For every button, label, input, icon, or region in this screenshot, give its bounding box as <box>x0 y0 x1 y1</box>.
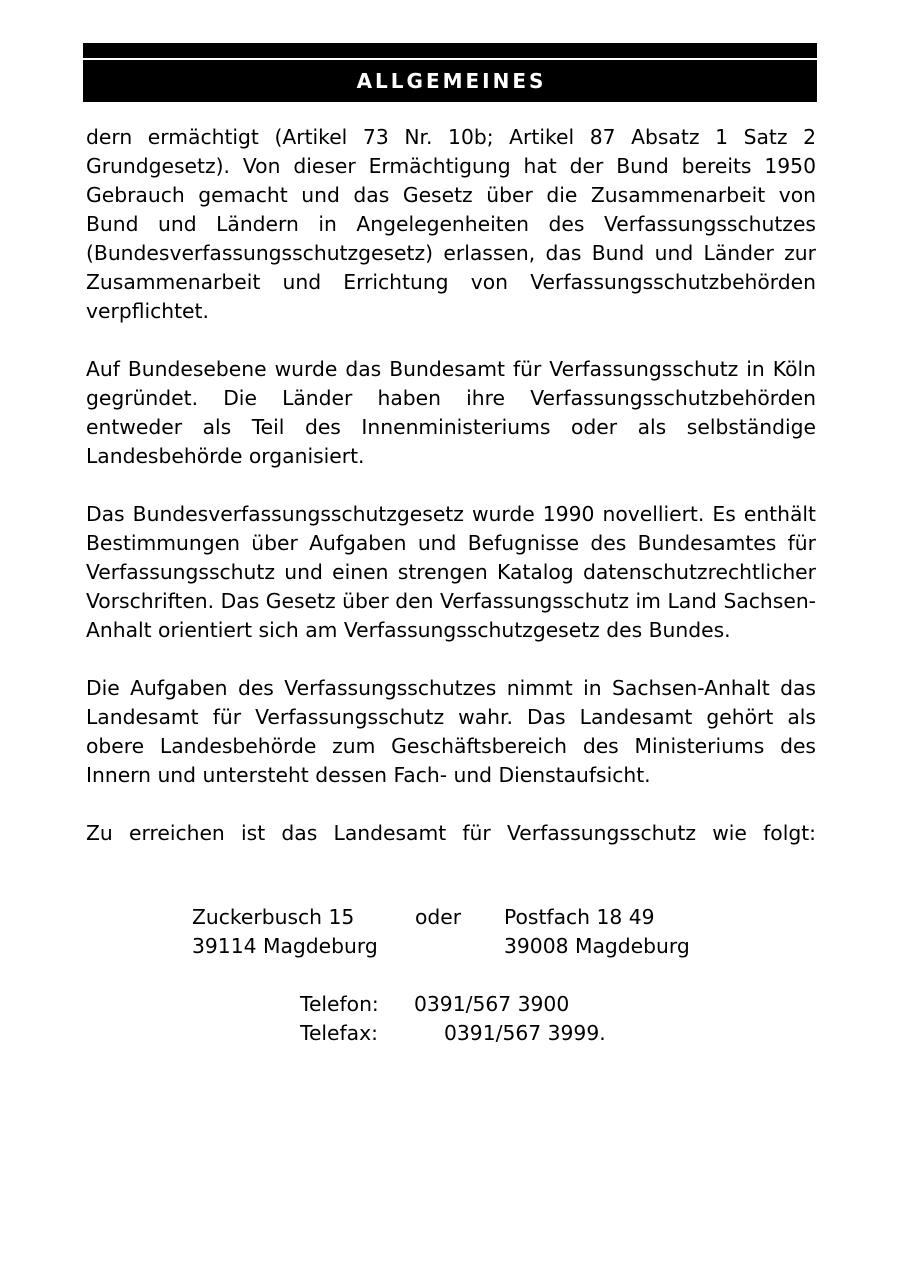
fax-label: Telefax: <box>300 1021 378 1045</box>
postbox-address: Postfach 18 49 <box>504 905 655 929</box>
body-text <box>86 123 816 877</box>
section-title: ALLGEMEINES <box>356 69 547 93</box>
address-spacer <box>415 932 504 961</box>
address-connector: oder <box>415 905 462 929</box>
fax-number: 0391/567 3999. <box>444 1021 606 1045</box>
paragraph-1: dern ermächtigt (Artikel 73 Nr. 10b; Artikel 87 Absatz 1 Satz 2 Grundgesetz). Von dieser Ermächtigung hat der Bund bereits 1950 Gebrauch gemacht und das Gesetz über die Zusammenarbeit von Bund und Ländern in Angelegenheiten des Verfassungsschutzes (Bundesverfassungsschutzgesetz) erlassen, das Bund und Länder zur Zusammenarbeit und Errichtung von Verfassungsschutzbehörden verpflichtet. <box>86 125 816 323</box>
postbox-city: 39008 Magdeburg <box>504 934 690 958</box>
phone-label: Telefon: <box>300 992 379 1016</box>
address-row-1 <box>192 903 724 932</box>
section-header <box>83 60 817 102</box>
fax-row <box>300 1019 606 1048</box>
phone-number: 0391/567 3900 <box>414 992 570 1016</box>
address-block <box>192 903 724 961</box>
paragraph-5: Zu erreichen ist das Landesamt für Verfassungsschutz wie folgt: <box>86 821 816 845</box>
phone-row <box>300 990 606 1019</box>
contact-block <box>300 990 606 1048</box>
paragraph-2: Auf Bundesebene wurde das Bundesamt für Verfassungsschutz in Köln gegründet. Die Länder haben ihre Verfassungsschutzbehörden entweder als Teil des Innenministeriums oder als selbständige Landesbehörde organisiert. <box>86 357 816 468</box>
street-city: 39114 Magdeburg <box>192 934 378 958</box>
street-address: Zuckerbusch 15 <box>192 905 355 929</box>
address-row-2 <box>192 932 724 961</box>
paragraph-3: Das Bundesverfassungsschutzgesetz wurde 1990 novelliert. Es enthält Bestimmungen über Aufgaben und Befugnisse des Bundesamtes für Verfassungsschutz und einen strengen Katalog datenschutzrechtlicher Vorschriften. Das Gesetz über den Verfassungsschutz im Land Sachsen-Anhalt orientiert sich am Verfassungsschutzgesetz des Bundes. <box>86 502 816 642</box>
paragraph-4: Die Aufgaben des Verfassungsschutzes nimmt in Sachsen-Anhalt das Landesamt für Verfassungsschutz wahr. Das Landesamt gehört als obere Landesbehörde zum Geschäftsbereich des Ministeriums des Innern und untersteht dessen Fach- und Dienstaufsicht. <box>86 676 816 787</box>
header-rule <box>83 43 817 58</box>
